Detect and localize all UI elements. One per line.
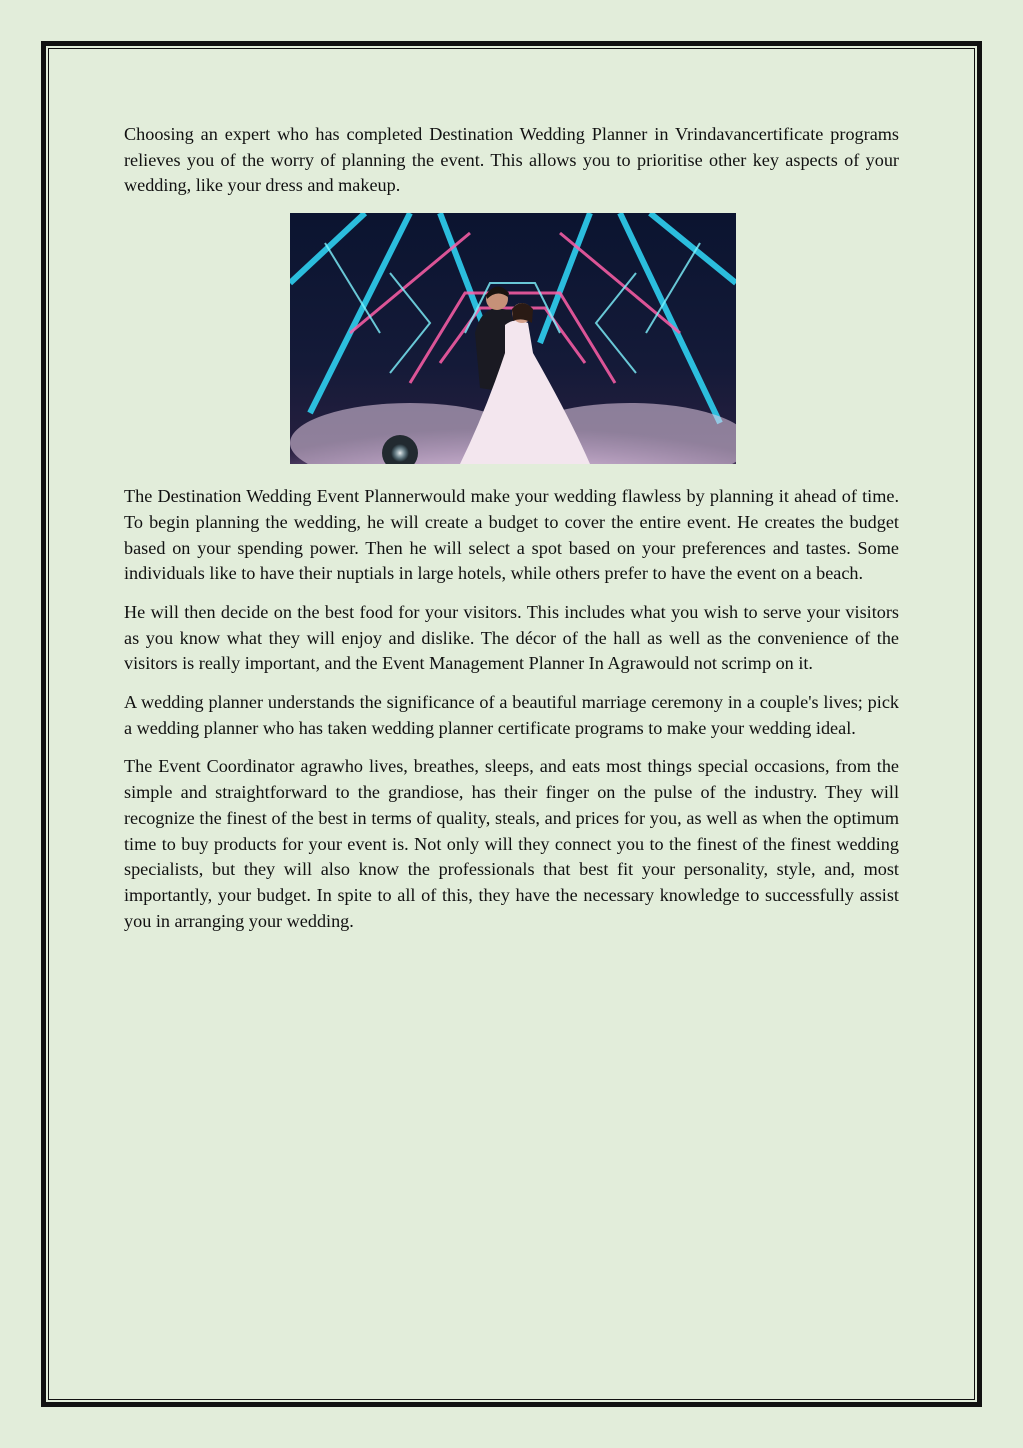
wedding-couple-illustration bbox=[290, 213, 736, 464]
document-body bbox=[124, 122, 899, 947]
paragraph-significance: A wedding planner understands the significance of a beautiful marriage ceremony in a couple's lives; pick a wedding planner who has taken wedding planner certificate programs to make your wedding ideal. bbox=[124, 692, 899, 738]
paragraph-coordinator: The Event Coordinator agrawho lives, breathes, sleeps, and eats most things special occasions, from the simple and straightforward to the grandiose, has their finger on the pulse of the industry. They will recognize the finest of the best in terms of quality, steals, and prices for you, as well as when the optimum time to buy products for your event is. Not only will they connect you to the finest of the finest wedding specialists, but they will also know the professionals that best fit your personality, style, and, most importantly, your budget. In spite to all of this, they have the necessary knowledge to successfully assist you in arranging your wedding. bbox=[124, 756, 899, 931]
wedding-couple-photo bbox=[290, 213, 736, 464]
paragraph-food: He will then decide on the best food for your visitors. This includes what you wish to serve your visitors as you know what they will enjoy and dislike. The décor of the hall as well as the convenience of the visitors is really important, and the Event Management Planner In Agrawould not scrimp on it. bbox=[124, 601, 899, 674]
paragraph-budget: The Destination Wedding Event Plannerwould make your wedding flawless by planning it ahead of time. To begin planning the wedding, he will create a budget to cover the entire event. He creates the budget based on your spending power. Then he will select a spot based on your preferences and tastes. Some individuals like to have their nuptials in large hotels, while others prefer to have the event on a beach. bbox=[124, 486, 899, 584]
paragraph-intro: Choosing an expert who has completed Destination Wedding Planner in Vrindavancertificate programs relieves you of the worry of planning the event. This allows you to prioritise other key aspects of your wedding, like your dress and makeup. bbox=[124, 124, 899, 196]
